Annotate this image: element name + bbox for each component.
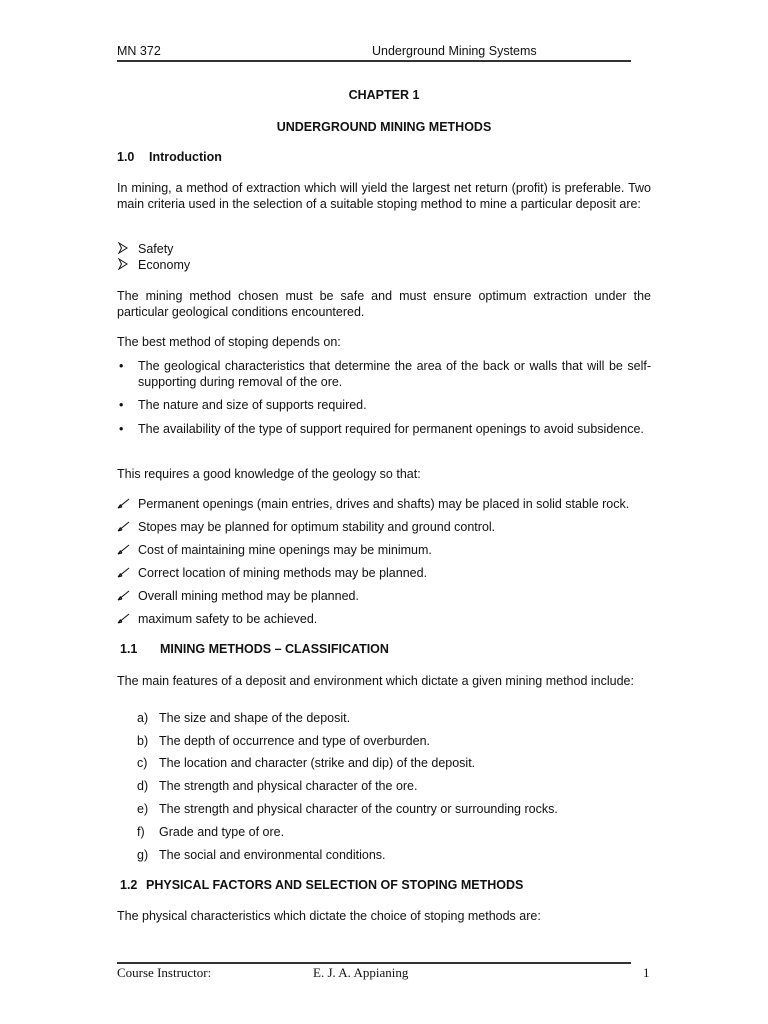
criteria-list	[117, 241, 651, 273]
instructor-name: E. J. A. Appianing	[313, 965, 409, 980]
list-item	[117, 710, 651, 733]
section-title: PHYSICAL FACTORS AND SELECTION OF STOPING METHODS	[146, 878, 524, 892]
page-header	[117, 43, 631, 60]
footer-rule	[117, 962, 631, 964]
knowledge-item: Cost of maintaining mine openings may be minimum.	[138, 543, 432, 557]
criteria-item: Safety	[138, 242, 174, 256]
criteria-item: Economy	[138, 258, 191, 272]
depends-list	[117, 358, 651, 437]
intro-paragraph: In mining, a method of extraction which will yield the largest net return (profit) is preferable. Two main criteria used in the selection of a suitable stoping method to mine a particular deposit are:	[117, 181, 651, 211]
features-list	[117, 710, 651, 870]
pen-bullet-icon	[117, 566, 131, 582]
page-number: 1	[643, 965, 650, 980]
document-page	[117, 0, 651, 1024]
safety-paragraph: The mining method chosen must be safe and must ensure optimum extraction under the particular geological conditions encountered.	[117, 289, 651, 319]
list-item	[117, 542, 651, 565]
item-label: e)	[137, 802, 149, 816]
header-rule	[117, 60, 631, 62]
feature-item: The size and shape of the deposit.	[159, 711, 351, 725]
list-item	[117, 588, 651, 611]
item-label: c)	[137, 756, 148, 770]
item-label: f)	[137, 825, 145, 839]
item-label: b)	[137, 734, 149, 748]
item-label: d)	[137, 779, 149, 793]
hollow-arrow-bullet-icon	[117, 242, 129, 258]
list-item	[117, 611, 651, 634]
item-label: a)	[137, 711, 149, 725]
feature-item: The strength and physical character of the country or surrounding rocks.	[159, 802, 558, 816]
bullet-icon: •	[119, 398, 124, 412]
feature-item: The social and environmental conditions.	[159, 848, 386, 862]
list-item	[117, 257, 651, 273]
pen-bullet-icon	[117, 589, 131, 605]
list-item	[117, 519, 651, 542]
instructor-label: Course Instructor:	[117, 965, 212, 980]
list-item	[117, 358, 651, 390]
section-heading-classification	[120, 641, 389, 657]
bullet-icon: •	[119, 422, 124, 436]
depends-item: The availability of the type of support required for permanent openings to avoid subsidence.	[138, 422, 644, 436]
depends-item: The nature and size of supports required.	[138, 398, 367, 412]
knowledge-item: Stopes may be planned for optimum stability and ground control.	[138, 520, 496, 534]
list-item	[117, 565, 651, 588]
pen-bullet-icon	[117, 543, 131, 559]
list-item	[117, 778, 651, 801]
feature-item: The location and character (strike and dip) of the deposit.	[159, 756, 476, 770]
feature-item: The strength and physical character of the ore.	[159, 779, 418, 793]
feature-item: The depth of occurrence and type of overburden.	[159, 734, 431, 748]
depends-paragraph: The best method of stoping depends on:	[117, 335, 341, 349]
list-item	[117, 496, 651, 519]
course-title: Underground Mining Systems	[372, 44, 537, 58]
section-heading-introduction	[117, 149, 222, 165]
bullet-icon: •	[119, 359, 124, 373]
physical-paragraph: The physical characteristics which dictate the choice of stoping methods are:	[117, 909, 541, 923]
chapter-label: CHAPTER 1	[348, 88, 420, 102]
list-item	[117, 847, 651, 870]
section-number: 1.0	[117, 150, 135, 164]
list-item	[117, 421, 651, 437]
knowledge-item: Correct location of mining methods may be planned.	[138, 566, 428, 580]
list-item	[117, 241, 651, 257]
knowledge-item: Permanent openings (main entries, drives and shafts) may be placed in solid stable rock.	[138, 497, 630, 511]
course-code: MN 372	[117, 44, 161, 58]
hollow-arrow-bullet-icon	[117, 258, 129, 274]
section-number: 1.2	[120, 878, 138, 892]
list-item	[117, 801, 651, 824]
knowledge-list	[117, 496, 651, 634]
pen-bullet-icon	[117, 497, 131, 513]
pen-bullet-icon	[117, 612, 131, 628]
feature-item: Grade and type of ore.	[159, 825, 285, 839]
chapter-title: UNDERGROUND MINING METHODS	[276, 120, 492, 134]
section-title: MINING METHODS – CLASSIFICATION	[160, 642, 389, 656]
section-title: Introduction	[149, 150, 222, 164]
features-paragraph: The main features of a deposit and environment which dictate a given mining method include:	[117, 674, 634, 688]
section-heading-physical-factors	[120, 877, 523, 893]
section-number: 1.1	[120, 642, 138, 656]
list-item	[117, 755, 651, 778]
list-item	[117, 733, 651, 755]
knowledge-item: Overall mining method may be planned.	[138, 589, 359, 603]
item-label: g)	[137, 848, 149, 862]
list-item	[117, 397, 651, 413]
depends-item: The geological characteristics that determine the area of the back or walls that will be self-supporting during removal of the ore.	[138, 359, 651, 389]
knowledge-item: maximum safety to be achieved.	[138, 612, 318, 626]
knowledge-paragraph: This requires a good knowledge of the geology so that:	[117, 467, 421, 481]
list-item	[117, 824, 651, 847]
pen-bullet-icon	[117, 520, 131, 536]
